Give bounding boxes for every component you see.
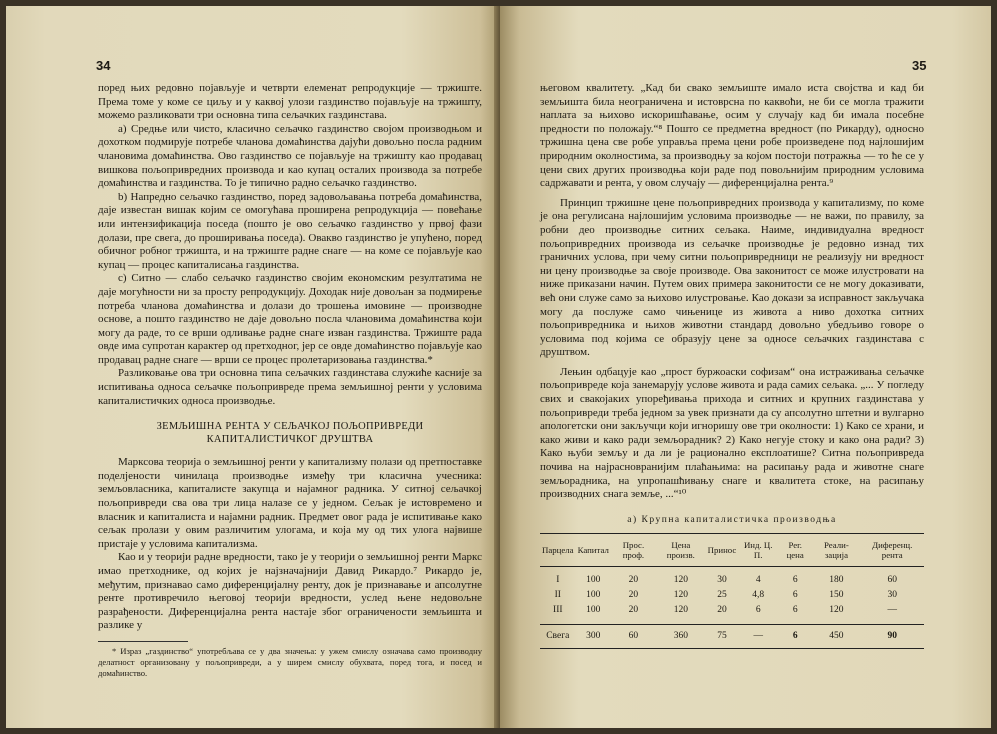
table-row	[540, 603, 924, 618]
table-cell: 20	[628, 605, 639, 616]
section-heading-line: КАПИТАЛИСТИЧКОГ ДРУШТВА	[206, 434, 374, 446]
table-cell: 360	[656, 625, 706, 649]
table-cell: 20	[628, 590, 639, 601]
table-cell: —	[887, 605, 897, 616]
table-cell: 60	[887, 575, 897, 586]
table-cell: 60	[611, 625, 656, 649]
table-cell: 120	[829, 605, 844, 616]
paragraph: Разликовање ова три основна типа сељачких газдинстава служиће касније за испитивања односа сељачке пољопривреде према земљишној ренти у условима капиталистичких односа производње.	[98, 367, 482, 407]
table-cell: 25	[717, 590, 727, 601]
table-cell: 150	[829, 590, 844, 601]
table-cell: 6	[792, 575, 798, 586]
table-cell: 90	[860, 625, 924, 649]
table-cell: 120	[673, 590, 688, 601]
left-page	[6, 6, 500, 728]
table-cell: II	[554, 590, 561, 601]
table-cell: 450	[812, 625, 860, 649]
table-cell: 30	[887, 590, 897, 601]
table-caption: а) Крупна капиталистичка производња	[627, 514, 837, 525]
right-page	[500, 6, 991, 728]
table-cell: 100	[586, 605, 601, 616]
footnote: * Израз „газдинство“ употребљава се у два значења: у ужем смислу означава само производну делатност организовану у пољопривреди, а у ширем смислу обухвата, поред тога, и посед и домаћинство.	[98, 645, 482, 678]
table-cell: 4,8	[752, 590, 765, 601]
paragraph: поред њих редовно појављује и четврти елеменат репродукције — тржиште. Према томе у коме се циљу и у каквој улози газдинство појављује на тржишту, можемо разликовати три основна типа сељачких газдинстава.	[98, 82, 482, 122]
table-cell: 120	[673, 575, 688, 586]
column-header: Принос	[706, 534, 739, 567]
table-row	[540, 588, 924, 603]
column-header: Прос. проф.	[611, 534, 656, 567]
column-header: Диференц. рента	[860, 534, 924, 567]
table-cell: 6	[778, 625, 812, 649]
column-header: Рег. цена	[778, 534, 812, 567]
paragraph: Принцип тржишне цене пољопривредних производа у капитализму, по коме је она регулисана најлошијим условима производње — не важи, по правилу, за робни део производње ситних сељака. Наиме, индивидуална вредност пољопривредних производа из сељачке производње је редовно изнад тих граничних услова, при чему ситни пољопривредници не реализују ни вредност ни цену производње за своје производе. Ова законитост се може илустровати на ниже приказани начин. Путем ових примера законитости се не могу доказивати, већ они служе само за њихово илустровање. Као докази за исправност закључака могу да послуже само чињенице из живота а ниво дохотка ситних пољопривредника и њихов животни стандард довољно убедљиво говоре о условима под којима се образују цене за односе сељачких газдинстава с друштвом.	[540, 196, 924, 359]
table-cell: —	[738, 625, 778, 649]
column-header: Инд. Ц. П.	[738, 534, 778, 567]
table-cell: Свега	[540, 625, 576, 649]
table-cell: 20	[628, 575, 639, 586]
table-cell: 6	[755, 605, 761, 616]
table-cell: III	[553, 605, 563, 616]
production-table	[540, 533, 924, 649]
table-cell: 20	[717, 605, 727, 616]
column-header: Цена произв.	[656, 534, 706, 567]
table-header-row	[540, 534, 924, 567]
table-cell: 300	[576, 625, 611, 649]
page-number: 35	[912, 58, 927, 73]
table-total-row	[540, 625, 924, 649]
page-number: 34	[96, 58, 111, 73]
table-row	[540, 573, 924, 588]
column-header: Парцела	[540, 534, 576, 567]
table-cell: 75	[706, 625, 739, 649]
paragraph: Лењин одбацује као „прост буржоаски софизам“ она истраживања сељачке пољопривреде која занемарују услове живота и рада самих сељака. „... У погледу свих и свакојаких упоређивања прихода и ситних и крупних газдинстава у пољопривреди треба једном за увек признати да су апсолутно штетни и вулгарно апологетски они закључци који игноришу ове три околности: 1) Како се храни, и како живи и како ради земљорадник? 2) Како негује стоку и како она ради? 3) Како њуби земљу и да ли је рационално експлоатише? Ситна пољопривреда почива на најрасновранијим плаћањима: на расипању рада и животне снаге земљорадника, на упропашћивању снаге и квалитета стоке, на расипању производних снага земље, ...“¹⁰	[540, 365, 924, 501]
section-heading-line: ЗЕМЉИШНА РЕНТА У СЕЉАЧКОЈ ПОЉОПРИВРЕДИ	[156, 421, 424, 433]
paragraph: b) Напредно сељачко газдинство, поред задовољавања потреба домаћинства, даје известан вишак којим се омогућава проширена репродукција — повећање или интензификација поседа (пошто је ово сељачко газдинство у првој фази долази, пре свега, до проширивања поседа). Овакво газдинство је упућено, поред обичног робног тржишта, и на тржиште радне снаге — на коме се појављује као купац — процес капиталисања газдинства.	[98, 190, 482, 271]
table-cell: 6	[792, 605, 798, 616]
table-cell: 120	[673, 605, 688, 616]
column-header: Капитал	[576, 534, 611, 567]
paragraph: c) Ситно — слабо сељачко газдинство својим економским резултатима не даје могућности ни за просту репродукцију. Доходак није довољан за подмирење потреба чланова домаћинства и долази до трошења имовине — производне основе, а пошто газдинство не даје довољно посла члановима домаћинства који могу да раде, то се врши одливање радне снаге изван газдинства. Тржиште рада овде има супротан карактер од претходног, јер се овде домаћинство појављује као продавац радне снаге — врши се процес пролетаризовања газдинства.*	[98, 272, 482, 366]
column-header: Реали-зација	[812, 534, 860, 567]
table-cell: 30	[717, 575, 727, 586]
table-cell: 6	[792, 590, 798, 601]
table-cell: 100	[586, 575, 601, 586]
table-cell: 4	[755, 575, 761, 586]
paragraph: а) Средње или чисто, класично сељачко газдинство својом производњом и дохотком подмирује потребе чланова домаћинства дајући довољно посла радним члановима домаћинства. Ово газдинство се појављује на тржишту као продавац вишкова пољопривредних производа и као купац осталих производа за потребе домаћинства и газдинства. То је типично радно сељачко газдинство.	[98, 122, 482, 190]
paragraph: Марксова теорија о земљишној ренти у капитализму полази од претпоставке поделјености чинилаца производње између три класична учесника: земљовласника, капиталисте закупца и најамног радника. У ситној сељачкој пољопривреди сва ова три лица налазе се у једном. Сељак је истовремено и власник и капиталиста и најамни радник. Предмет овог рада је испитивање како сељак пролази у овим различитим улогама, и која му од тих улога највише пристаје у условима капитализма.	[98, 456, 482, 550]
table-cell: 100	[586, 590, 601, 601]
footnote-rule	[98, 641, 188, 642]
table-cell: 180	[829, 575, 844, 586]
right-text-column	[540, 82, 924, 649]
section-heading	[98, 420, 482, 446]
left-text-column	[98, 82, 482, 679]
table-cell: I	[556, 575, 560, 586]
paragraph: његовом квалитету. „Кад би свако земљиште имало иста својства и кад би земљишта била неограничена и истоврсна по каквоћи, не би се могла тражити наплата за њихово искоришћавање, осим у случају кад би имала посебне предности по положају.“⁸ Пошто се предметна вредност (по Рикарду), односно тржишна цена све робе управља према цени робе произведене под најлошијим природним околностима, за производњу за којом постоји потражња — то ће се у цени свих других производња који раде под повољнијим природним условима садржавати и рента, у овом случају — диференцијална рента.⁹	[540, 82, 924, 190]
paragraph: Као и у теорији радне вредности, тако је у теорији о земљишној ренти Маркс имао претходнике, од којих је најзначајнији Давид Рикардо.⁷ Рикардо је, међутим, признавао само диференцијалну ренту, док је признавање и апсолутне ренте противречило његовој теорији вредности, услед њене недовољне разрађености. Диференцијална рента настаје због ограничености земљишта и разлике у	[98, 551, 482, 632]
